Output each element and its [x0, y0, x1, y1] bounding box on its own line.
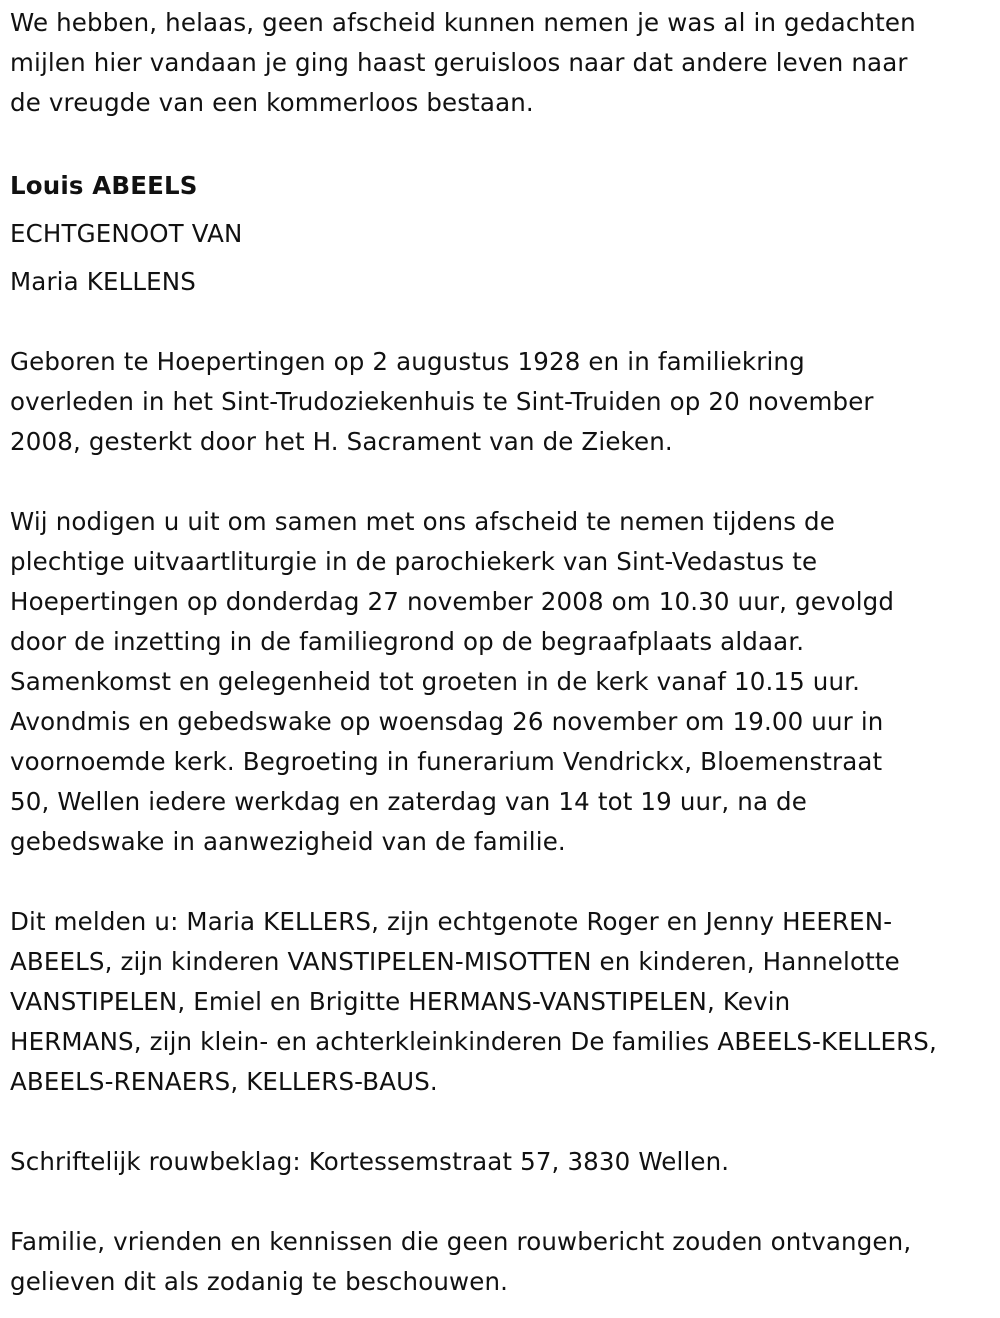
funeral-invitation-paragraph: Wij nodigen u uit om samen met ons afscheid te nemen tijdens de plechtige uitvaartliturgie in de parochiekerk van Sint-Vedastus te Hoepertingen op donderdag 27 november 2008 om 10.30 uur, gevolgd door de inzetting in de familiegrond op de begraafplaats aldaar. Samenkomst en gelegenheid tot groeten in de kerk vanaf 10.15 uur. Avondmis en gebedswake op woensdag 26 november om 19.00 uur in voornoemde kerk. Begroeting in funerarium Vendrickx, Bloemenstraat 50, Wellen iedere werkdag en zaterdag van 14 tot 19 uur, na de gebedswake in aanwezigheid van de familie. — [10, 507, 895, 856]
condolence-address: Schriftelijk rouwbeklag: Kortessemstraat 57, 3830 Wellen. — [10, 1147, 730, 1176]
family-announcement-paragraph: Dit melden u: Maria KELLERS, zijn echtgenote Roger en Jenny HEEREN- ABEELS, zijn kinderen VANSTIPELEN-MISOTTEN en kinderen, Hannelotte VANSTIPELEN, Emiel en Brigitte HERMANS-VANSTIPELEN, Kevin HERMANS, zijn klein- en achterkleinkinderen De families ABEELS-KELLERS, ABEELS-RENAERS, KELLERS-BAUS. — [10, 907, 937, 1096]
spouse-name: Maria KELLENS — [10, 267, 196, 296]
relation-label: ECHTGENOOT VAN — [10, 219, 243, 248]
intro-poem: We hebben, helaas, geen afscheid kunnen nemen je was al in gedachten mijlen hier vandaan je ging haast geruisloos naar dat andere leven naar de vreugde van een kommerloos bestaan. — [10, 8, 916, 117]
birth-death-paragraph: Geboren te Hoepertingen op 2 augustus 1928 en in familiekring overleden in het Sint-Trudoziekenhuis te Sint-Truiden op 20 november 2008, gesterkt door het H. Sacrament van de Zieken. — [10, 347, 874, 456]
closing-note: Familie, vrienden en kennissen die geen rouwbericht zouden ontvangen, gelieven dit als zodanig te beschouwen. — [10, 1227, 912, 1296]
deceased-name: Louis ABEELS — [10, 171, 198, 200]
